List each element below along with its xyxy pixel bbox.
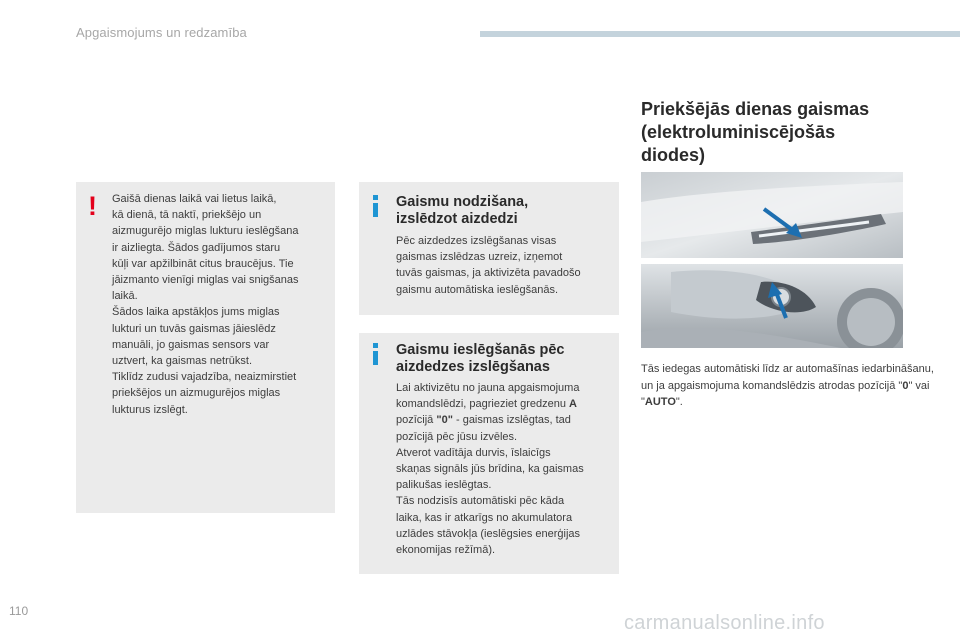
- page-number: 110: [9, 604, 29, 618]
- info-box-2-text: Lai aktivizētu no jauna apgaismojuma komandslēdzi, pagrieziet gredzenu A pozīcijā "0" - gaismas izslēgtas, tad pozīcijā pēc jūsu izvēles. Atverot vadītāja durvis, īslaicīgs skaņas signāls jūs brīdina, ka gaismas palikušas ieslēgtas. Tās nodzisīs automātiski pēc kāda laika, kas ir atkarīgs no akumulatora uzlādes stāvokļa (ieslēgsies enerģijas ekonomijas režīmā).: [396, 382, 584, 557]
- warning-text: Gaišā dienas laikā vai lietus laikā, kā dienā, tā naktī, priekšējo un aizmugurējo miglas lukturu ieslēgšana ir aizliegta. Šādos gadījumos staru kūļi var apžilbināt citus braucējus. Tie jāizmanto vienīgi miglas vai snigšanas laikā. Šādos laika apstākļos jums miglas lukturi un tuvās gaismas jāieslēdz manuāli, jo gaismas sensors var uztvert, ka gaismas netrūkst. Tiklīdz zudusi vajadzība, neaizmirstiet priekšējos un aizmugurējos miglas lukturus izslēgt.: [112, 193, 299, 416]
- ring-label-a: A: [569, 398, 577, 411]
- exclamation-warning-icon: !: [88, 191, 97, 221]
- info-box-1-title: Gaismu nodzišana, izslēdzot aizdedzi: [396, 194, 529, 227]
- photo-divider: [641, 258, 903, 264]
- info-box-1-text: Pēc aizdedzes izslēgšanas visas gaismas izslēdzas uzreiz, izņemot tuvās gaismas, ja aktivizēta pavadošo gaismu automātiska ieslēgšanās.: [396, 235, 581, 296]
- arrow-icon: [766, 280, 792, 320]
- watermark: carmanualsonline.info: [624, 612, 825, 634]
- arrow-icon: [760, 205, 808, 241]
- info-box-2-title: Gaismu ieslēgšanās pēc aizdedzes izslēgšanas: [396, 342, 565, 375]
- drl-caption: Tās iedegas automātiski līdz ar automašīnas iedarbināšanu, un ja apgaismojuma komandslēdzis atrodas pozīcijā "0" vai "AUTO".: [641, 363, 934, 408]
- header-accent-bar: [480, 31, 960, 37]
- section-title: Priekšējās dienas gaismas (elektroluminiscējošās diodes): [641, 99, 870, 165]
- position-zero: "0": [436, 414, 453, 427]
- chapter-title: Apgaismojums un redzamība: [76, 25, 247, 40]
